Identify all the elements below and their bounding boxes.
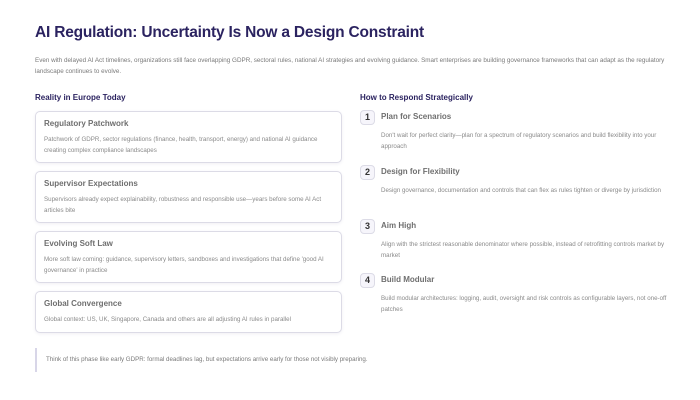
step-number-badge: 4 bbox=[360, 273, 375, 288]
card-text: Patchwork of GDPR, sector regulations (finance, health, transport, energy) and national AI guidance creating complex compliance landscapes bbox=[44, 136, 318, 154]
card-global-convergence bbox=[35, 291, 342, 333]
step-title: Plan for Scenarios bbox=[381, 112, 452, 121]
step-text: Build modular architectures: logging, audit, oversight and risk controls as configurable layers, not one-off patches bbox=[381, 295, 667, 313]
step-title: Aim High bbox=[381, 221, 417, 230]
step-number-badge: 1 bbox=[360, 110, 375, 125]
step-title: Design for Flexibility bbox=[381, 167, 460, 176]
card-supervisor-expectations bbox=[35, 171, 342, 223]
right-section-heading: How to Respond Strategically bbox=[360, 93, 473, 102]
callout-quote: Think of this phase like early GDPR: formal deadlines lag, but expectations arrive early for those not visibly preparing. bbox=[35, 348, 368, 372]
step-number-badge: 2 bbox=[360, 165, 375, 180]
step-text: Design governance, documentation and controls that can flex as rules tighten or diverge by jurisdiction bbox=[381, 187, 661, 194]
step-text: Align with the strictest reasonable denominator where possible, instead of retrofitting controls market by market bbox=[381, 241, 665, 259]
card-text: Supervisors already expect explainability, robustness and responsible use—years before some AI Act articles bite bbox=[44, 196, 322, 214]
step-number-badge: 3 bbox=[360, 219, 375, 234]
step-title: Build Modular bbox=[381, 275, 435, 284]
card-title: Supervisor Expectations bbox=[44, 179, 138, 188]
card-text: More soft law coming: guidance, supervisory letters, sandboxes and investigations that define 'good AI governance' in practice bbox=[44, 256, 324, 274]
left-section-heading: Reality in Europe Today bbox=[35, 93, 126, 102]
page-title: AI Regulation: Uncertainty Is Now a Design Constraint bbox=[35, 24, 425, 41]
card-title: Global Convergence bbox=[44, 299, 122, 308]
card-evolving-soft-law bbox=[35, 231, 342, 283]
step-text: Don't wait for perfect clarity—plan for a spectrum of regulatory scenarios and build flexibility into your approach bbox=[381, 132, 657, 150]
card-text: Global context: US, UK, Singapore, Canada and others are all adjusting AI rules in parallel bbox=[44, 316, 291, 323]
intro-description: Even with delayed AI Act timelines, organizations still face overlapping GDPR, sectoral rules, national AI strategies and evolving guidance. Smart enterprises are building governance frameworks that can adapt as the regulatory landscape continues to evolve. bbox=[35, 57, 665, 75]
card-title: Evolving Soft Law bbox=[44, 239, 113, 248]
card-regulatory-patchwork bbox=[35, 111, 342, 163]
card-title: Regulatory Patchwork bbox=[44, 119, 129, 128]
